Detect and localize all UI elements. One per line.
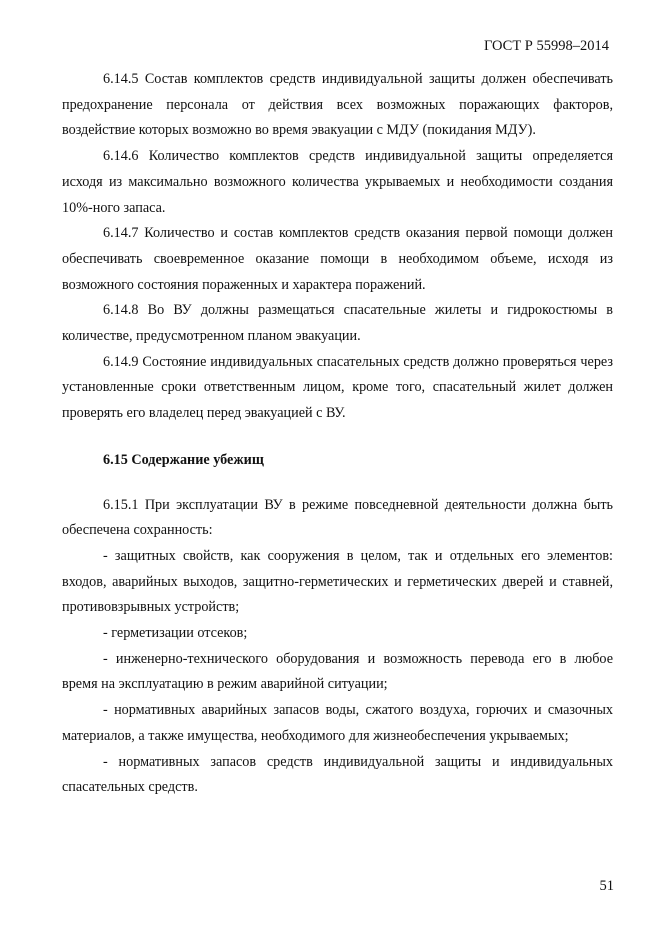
- paragraph-6-14-9: 6.14.9 Состояние индивидуальных спасательных средств должно проверяться через установленные сроки ответственным лицом, кроме того, спасательный жилет должен проверять его владелец перед эвакуацией с ВУ.: [62, 353, 613, 422]
- paragraph-6-14-6: 6.14.6 Количество комплектов средств индивидуальной защиты определяется исходя из максимально возможного количества укрываемых и необходимости создания 10%-ного запаса.: [62, 148, 613, 216]
- list-item-engineering-equipment: - инженерно-технического оборудования и возможность перевода его в любое время на эксплуатацию в режим аварийной ситуации;: [62, 650, 613, 693]
- list-item-protection-means-reserves: - нормативных запасов средств индивидуальной защиты и индивидуальных спасательных средств.: [62, 753, 613, 796]
- list-item-emergency-reserves: - нормативных аварийных запасов воды, сжатого воздуха, горючих и смазочных материалов, а также имущества, необходимого для жизнеобеспечения укрываемых;: [62, 702, 613, 744]
- paragraph-6-14-5: 6.14.5 Состав комплектов средств индивидуальной защиты должен обеспечивать предохранение персонала от действия всех возможных поражающих факторов, воздействие которых возможно во время эвакуации с МДУ (покидания МДУ).: [62, 71, 613, 139]
- section-heading-6-15: 6.15 Содержание убежищ: [103, 451, 264, 468]
- document-header: ГОСТ Р 55998–2014: [483, 38, 609, 54]
- page-number: 51: [599, 878, 614, 894]
- document-body: [62, 67, 613, 801]
- paragraph-6-15-1: 6.15.1 При эксплуатации ВУ в режиме повседневной деятельности должна быть обеспечена сохранность:: [62, 496, 613, 539]
- paragraph-6-14-8: 6.14.8 Во ВУ должны размещаться спасательные жилеты и гидрокостюмы в количестве, предусмотренном планом эвакуации.: [62, 302, 613, 345]
- list-item-compartment-sealing: - герметизации отсеков;: [103, 625, 248, 642]
- list-item-protective-properties: - защитных свойств, как сооружения в целом, так и отдельных его элементов: входов, аварийных выходов, защитно-герметических и герметических дверей и ставней, противовзрывных устройств;: [62, 547, 613, 616]
- paragraph-6-14-7: 6.14.7 Количество и состав комплектов средств оказания первой помощи должен обеспечивать своевременное оказание помощи в необходимом объеме, исходя из возможного состояния пораженных и характера поражений.: [62, 225, 613, 293]
